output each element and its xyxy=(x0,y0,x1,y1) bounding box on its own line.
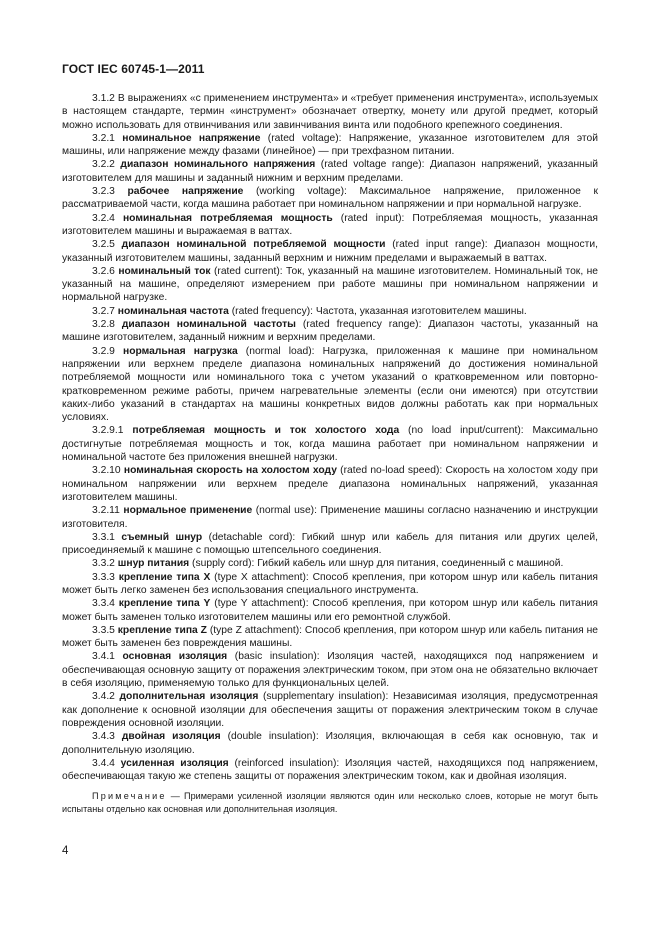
definition-paragraph xyxy=(62,571,598,598)
clause-number: 3.2.5 xyxy=(92,239,115,251)
definition-text: (working voltage): Максимальное напряжение, приложенное к рассматриваемой части, когда машина работает при номинальном напряжении и при нормальной нагрузке. xyxy=(62,186,598,211)
term: диапазон номинальной частоты xyxy=(114,319,296,331)
definition-paragraph xyxy=(62,345,598,425)
definition-paragraph xyxy=(62,185,598,212)
definition-paragraph xyxy=(62,597,598,624)
definition-paragraph xyxy=(62,504,598,531)
term: потребляемая мощность и ток холостого хода xyxy=(123,425,400,437)
term: крепление типа Z xyxy=(114,624,207,636)
clause-number: 3.3.1 xyxy=(92,531,115,543)
note-text: — Примерами усиленной изоляции являются один или несколько слоев, которые не могут быть испытаны отдельно как основная или дополнительная изоляция. xyxy=(62,791,598,814)
term: шнур питания xyxy=(114,558,190,570)
definition-text: (detachable cord): Гибкий шнур или кабель для питания или других целей, присоединяемый к машине с помощью штепсельного соединения. xyxy=(62,531,598,557)
clause-number: 3.3.5 xyxy=(92,624,115,636)
definition-paragraph xyxy=(62,730,598,757)
clause-number: 3.4.1 xyxy=(92,651,115,663)
term: основная изоляция xyxy=(114,651,228,663)
clause-number: 3.2.11 xyxy=(92,505,120,517)
document-body xyxy=(62,92,598,824)
clause-number: 3.1.2 xyxy=(92,93,115,104)
definition-paragraph xyxy=(62,624,598,651)
term: диапазон номинальной потребляемой мощности xyxy=(114,239,386,251)
note-label: Примечание xyxy=(92,791,167,802)
term: номинальная скорость на холостом ходу xyxy=(120,465,337,477)
term: номинальный ток xyxy=(114,265,211,277)
term: крепление типа Y xyxy=(114,598,211,610)
clause-number: 3.2.7 xyxy=(92,305,115,317)
term: номинальная частота xyxy=(114,305,229,317)
definition-text: (rated frequency): Частота, указанная изготовителем машины. xyxy=(228,305,527,317)
page-number: 4 xyxy=(62,845,69,857)
definition-paragraph xyxy=(62,132,598,159)
definition-paragraph xyxy=(62,238,598,265)
note xyxy=(62,790,598,814)
definition-paragraph xyxy=(62,650,598,690)
definition-paragraph xyxy=(62,318,598,345)
clause-number: 3.4.3 xyxy=(92,731,115,743)
definition-paragraph xyxy=(62,531,598,558)
clause-number: 3.4.4 xyxy=(92,757,115,769)
definition-text: (rated current): Ток, указанный на машине изготовителем. Номинальный ток, не указанный на машине, определяют измерением при работе машины при номинальном напряжении и нормальной нагрузке. xyxy=(62,265,598,304)
term: съемный шнур xyxy=(114,531,203,543)
definition-text: (normal load): Нагрузка, приложенная к машине при номинальном напряжении или верхнем пределе диапазона номинальных напряжений до достижения номинальной потребляемой мощности или номинального тока с учетом указаний о кратковременном или повторно-кратковременном режиме работы, причем нагревательные элементы (если они имеются) при отсутствии каких-либо указаний в стандартах на машины конкретных видов должны работать как при нормальных условиях. xyxy=(62,345,598,424)
definition-paragraph xyxy=(62,424,598,464)
clause-number: 3.2.2 xyxy=(92,159,115,171)
clause-number: 3.4.2 xyxy=(92,691,115,703)
definition-paragraph xyxy=(62,212,598,239)
definition-text: (rated voltage range): Диапазон напряжений, указанный изготовителем для машины и заданный нижним и верхним пределами. xyxy=(62,159,599,184)
definition-paragraph xyxy=(62,158,598,185)
definition-paragraph xyxy=(62,305,598,318)
term: нормальное применение xyxy=(119,505,253,517)
clause-number: 3.2.1 xyxy=(92,132,115,144)
clause-number: 3.2.9.1 xyxy=(92,425,124,437)
definition-text: (no load input/current): Максимально достигнутые потребляемая мощность и ток, когда машина работает при номинальном напряжении и номинальной частоте без приложения внешней нагрузки. xyxy=(62,425,599,464)
definition-text: (normal use): Применение машины согласно назначению и инструкции изготовителя. xyxy=(62,505,598,530)
term: крепление типа X xyxy=(114,571,211,583)
clause-number: 3.2.8 xyxy=(92,319,115,331)
definition-text: (supplementary insulation): Независимая изоляция, предусмотренная как дополнение к основной изоляции для обеспечения защиты от поражения электрическим током в случае повреждения основной изоляции. xyxy=(62,691,598,729)
definition-text: (double insulation): Изоляция, включающая в себя как основную, так и дополнительную изоляцию. xyxy=(62,731,598,756)
definition-text: (type Y attachment): Способ крепления, при котором шнур или кабель питания может быть заменен только изготовителем машины или его ремонтной службой. xyxy=(62,598,598,623)
term: рабочее напряжение xyxy=(114,186,244,198)
definition-text: (supply cord): Гибкий кабель или шнур для питания, соединенный с машиной. xyxy=(189,558,564,570)
term: усиленная изоляция xyxy=(114,757,229,769)
definition-text: (rated input): Потребляемая мощность, указанная изготовителем машины и выражаемая в ваттах. xyxy=(62,212,598,237)
definition-text: (type Z attachment): Способ крепления, при котором шнур или кабель питания не может быть заменен без повреждения машины. xyxy=(62,624,598,650)
definition-paragraph xyxy=(62,464,598,504)
definition-paragraph xyxy=(62,557,598,570)
definition-paragraph xyxy=(62,690,598,730)
clause-number: 3.2.3 xyxy=(92,186,115,198)
definition-text: (rated no-load speed): Скорость на холостом ходу при номинальном напряжении или верхнем пределе диапазона номинальных напряжений, указанная изготовителем машины. xyxy=(62,465,598,503)
clause-number: 3.3.4 xyxy=(92,598,115,610)
definition-text: (rated voltage): Напряжение, указанное изготовителем для этой машины, или напряжение между фазами (линейное) — при трехфазном питании. xyxy=(62,132,599,158)
definition-text: (basic insulation): Изоляция частей, находящихся под напряжением и обеспечивающая основную защиту от поражения электрическим током, при этом она не обязательно включает в себя изоляцию, применяемую только для функциональных целей. xyxy=(62,651,599,690)
definition-text: (rated input range): Диапазон мощности, указанный изготовителем машины, заданный верхним и нижним пределами и выражаемый в ваттах. xyxy=(62,239,598,264)
term: номинальная потребляемая мощность xyxy=(114,212,333,224)
document-header: ГОСТ IEC 60745-1—2011 xyxy=(62,62,205,76)
clause-number: 3.2.9 xyxy=(92,345,115,357)
clause-number: 3.2.10 xyxy=(92,465,121,477)
term: номинальное напряжение xyxy=(114,132,261,144)
term: двойная изоляция xyxy=(114,731,221,743)
definition-text: (rated frequency range): Диапазон частоты, указанный на машине изготовителем, заданный нижним и верхним пределами. xyxy=(62,319,598,344)
definition-paragraph xyxy=(62,265,598,305)
clause-number: 3.3.2 xyxy=(92,558,115,570)
term: нормальная нагрузка xyxy=(114,345,238,357)
clause-number: 3.3.3 xyxy=(92,571,115,583)
clause-number: 3.2.6 xyxy=(92,265,115,277)
definition-paragraph xyxy=(62,757,598,784)
definition-text: (type X attachment): Способ крепления, при котором шнур или кабель питания может быть легко заменен без использования специального инструмента. xyxy=(62,571,598,596)
definition-paragraph xyxy=(62,92,598,132)
term: диапазон номинального напряжения xyxy=(114,159,316,171)
definition-text: (reinforced insulation): Изоляция частей, находящихся под напряжением, обеспечивающая такую же степень защиты от поражения электрическим током, как и двойная изоляция. xyxy=(62,757,598,783)
definition-text: В выражениях «с применением инструмента» и «требует применения инструмента», используемых в настоящем стандарте, термин «инструмент» обозначает отвертку, монету или другой предмет, который можно использовать для отвинчивания или завинчивания винта или подобного крепежного соединения. xyxy=(62,93,598,131)
term: дополнительная изоляция xyxy=(114,691,259,703)
clause-number: 3.2.4 xyxy=(92,212,115,224)
